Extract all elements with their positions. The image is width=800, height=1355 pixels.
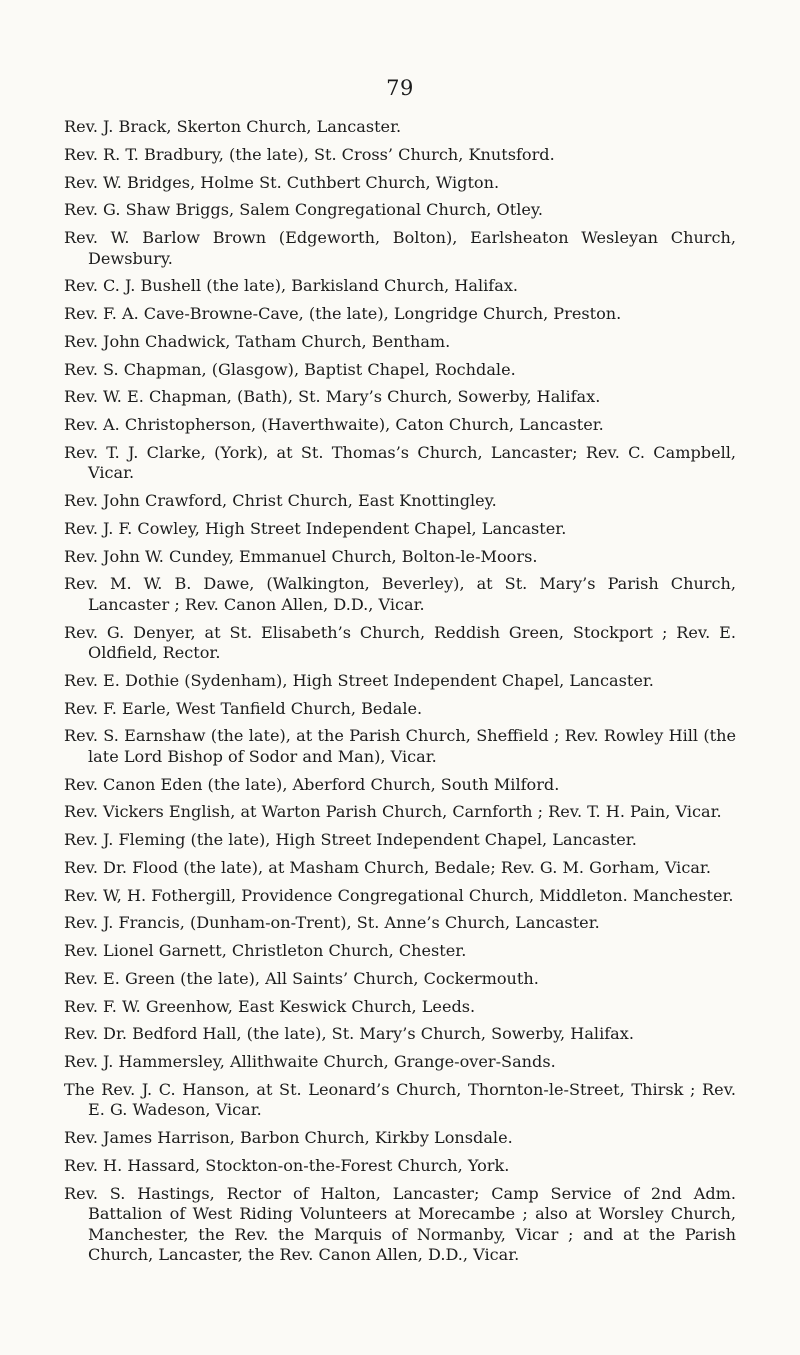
list-item: Rev. W. Bridges, Holme St. Cuthbert Church, Wigton. [64,172,500,192]
list-item: Rev. J. Fleming (the late), High Street Independent Chapel, Lancaster. [64,830,637,849]
list-item: Rev. James Harrison, Barbon Church, Kirkby Lonsdale. [64,1128,513,1147]
page-number: 79 [386,76,414,100]
list-item: Rev. A. Christopherson, (Haverthwaite), Caton Church, Lancaster. [64,415,604,434]
list-item: Rev. John Crawford, Christ Church, East Knottingley. [64,491,497,510]
list-item: Rev. Lionel Garnett, Christleton Church, Chester. [64,941,467,960]
list-item: Rev. S. Earnshaw (the late), at the Parish Church, Sheffield ; Rev. Rowley Hill (the late Lord Bishop of Sodor and Man), Vicar. [64,726,736,766]
list-item: Rev. J. Hammersley, Allithwaite Church, Grange-over-Sands. [64,1052,556,1071]
list-item: Rev. W. E. Chapman, (Bath), St. Mary’s Church, Sowerby, Halifax. [64,387,601,407]
list-item: Rev. F. A. Cave-Browne-Cave, (the late), Longridge Church, Preston. [64,304,622,323]
list-item: Rev. G. Denyer, at St. Elisabeth’s Church, Reddish Green, Stockport ; Rev. E. Oldfield, Rector. [64,622,736,662]
list-item: Rev. J. Francis, (Dunham-on-Trent), St. Anne’s Church, Lancaster. [64,913,600,933]
list-item: Rev. E. Dothie (Sydenham), High Street Independent Chapel, Lancaster. [64,670,654,690]
list-item: Rev. T. J. Clarke, (York), at St. Thomas’s Church, Lancaster; Rev. C. Campbell, Vicar. [64,442,736,483]
list-item: Rev. S. Chapman, (Glasgow), Baptist Chapel, Rochdale. [64,359,516,379]
list-item: Rev. J. F. Cowley, High Street Independent Chapel, Lancaster. [64,518,567,538]
list-item: Rev. M. W. B. Dawe, (Walkington, Beverley), at St. Mary’s Parish Church, Lancaster ; Rev. Canon Allen, D.D., Vicar. [64,574,736,614]
clergy-list [64,117,736,1273]
list-item: Rev. E. Green (the late), All Saints’ Church, Cockermouth. [64,968,539,988]
list-item: The Rev. J. C. Hanson, at St. Leonard’s Church, Thornton-le-Street, Thirsk ; Rev. E. G. Wadeson, Vicar. [64,1079,736,1120]
list-item: Rev. John W. Cundey, Emmanuel Church, Bolton-le-Moors. [64,546,538,566]
list-item: Rev. H. Hassard, Stockton-on-the-Forest Church, York. [64,1155,510,1175]
list-item: Rev. J. Brack, Skerton Church, Lancaster. [64,117,402,136]
list-item: Rev. Dr. Bedford Hall, (the late), St. Mary’s Church, Sowerby, Halifax. [64,1024,634,1044]
list-item: Rev. F. W. Greenhow, East Keswick Church, Leeds. [64,996,476,1016]
list-item: Rev. Canon Eden (the late), Aberford Church, South Milford. [64,774,560,794]
list-item: Rev. R. T. Bradbury, (the late), St. Cross’ Church, Knutsford. [64,144,555,164]
list-item: Rev. W. Barlow Brown (Edgeworth, Bolton), Earlsheaton Wesleyan Church, Dewsbury. [64,228,736,268]
list-item: Rev. G. Shaw Briggs, Salem Congregational Church, Otley. [64,200,543,220]
list-item: Rev. Vickers English, at Warton Parish Church, Carnforth ; Rev. T. H. Pain, Vicar. [64,802,722,822]
list-item: Rev. John Chadwick, Tatham Church, Bentham. [64,331,451,351]
list-item: Rev. C. J. Bushell (the late), Barkisland Church, Halifax. [64,276,519,296]
list-item: Rev. S. Hastings, Rector of Halton, Lancaster; Camp Service of 2nd Adm. Battalion of West Riding Volunteers at Morecambe ; also at Worsley Church, Manchester, the Rev. the Marquis of Normanby, Vicar ; and at the Parish Church, Lancaster, the Rev. Canon Allen, D.D., Vicar. [64,1183,736,1264]
list-item: Rev. Dr. Flood (the late), at Masham Church, Bedale; Rev. G. M. Gorham, Vicar. [64,857,711,877]
list-item: Rev. W, H. Fothergill, Providence Congregational Church, Middleton. Manchester. [64,885,734,905]
list-item: Rev. F. Earle, West Tanfield Church, Bedale. [64,698,423,718]
